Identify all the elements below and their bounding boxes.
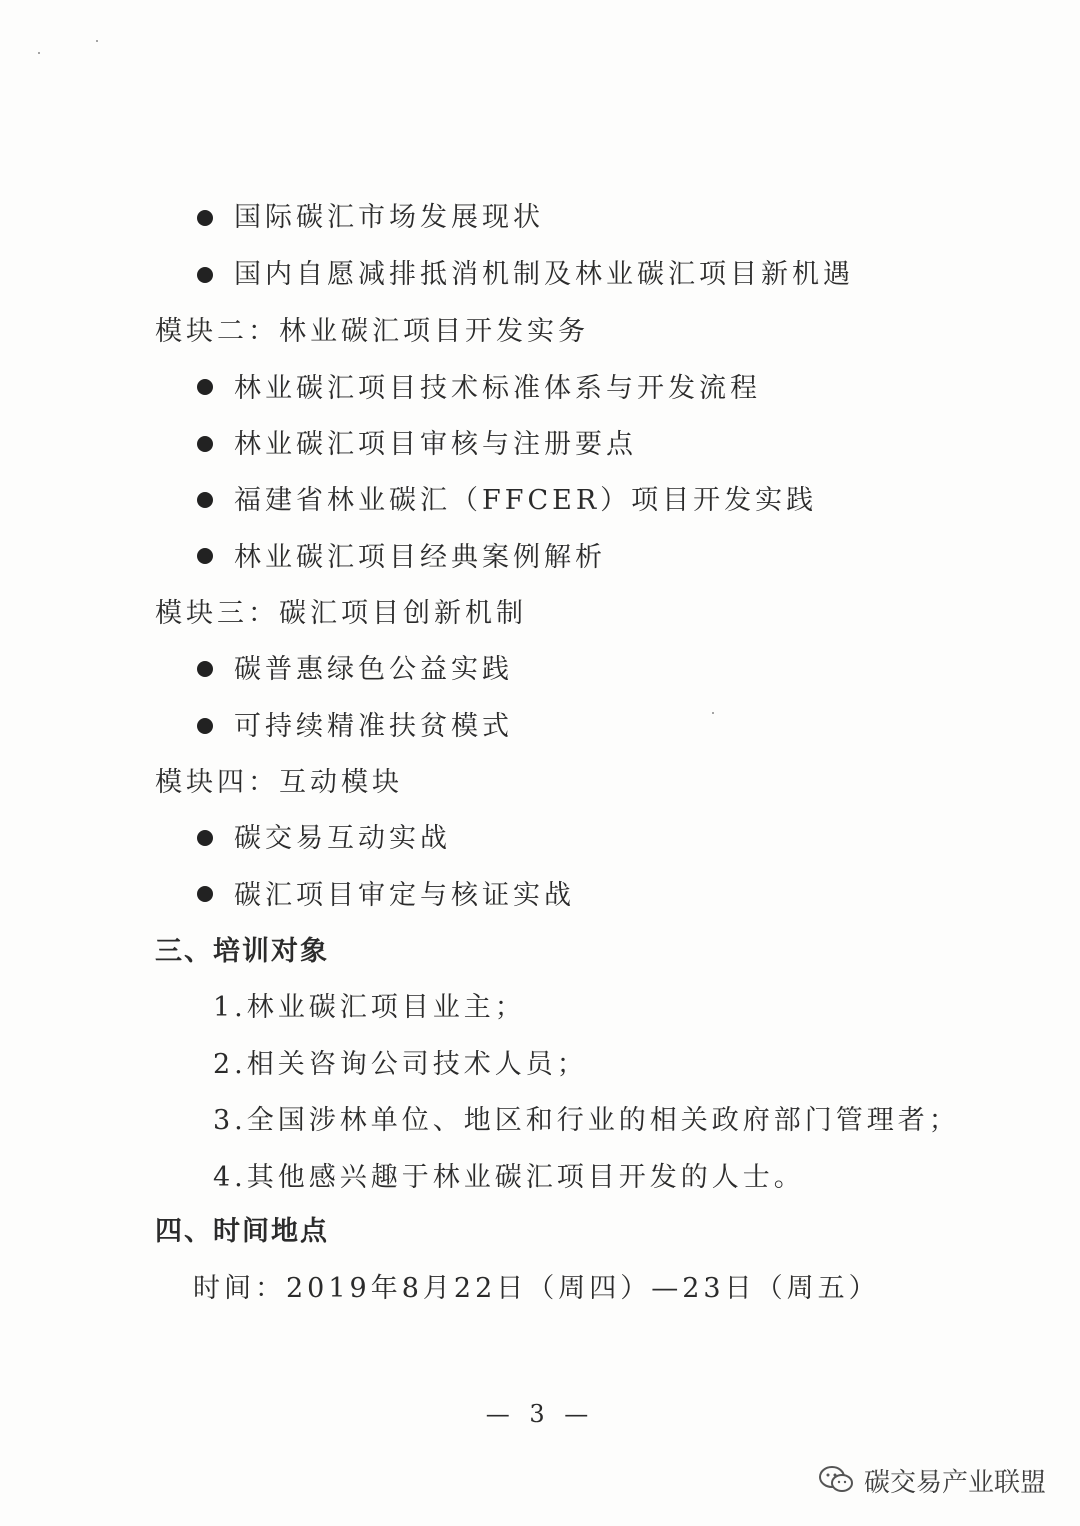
- numbered-item: 4.其他感兴趣于林业碳汇项目开发的人士。: [213, 1162, 805, 1193]
- bullet-dot: [197, 436, 213, 452]
- list-item: 碳普惠绿色公益实践: [234, 654, 513, 685]
- bullet-dot: [197, 210, 213, 226]
- module-title: 模块三：碳汇项目创新机制: [155, 598, 527, 629]
- bullet-dot: [197, 548, 213, 564]
- module-title: 模块二：林业碳汇项目开发实务: [155, 316, 589, 347]
- list-item: 国内自愿减排抵消机制及林业碳汇项目新机遇: [234, 259, 854, 290]
- list-item: 碳交易互动实战: [234, 823, 451, 854]
- bullet-dot: [197, 886, 213, 902]
- list-item: 国际碳汇市场发展现状: [234, 202, 544, 233]
- bullet-dot: [197, 379, 213, 395]
- bullet-dot: [197, 267, 213, 283]
- scan-speck: [712, 712, 714, 714]
- bullet-dot: [197, 661, 213, 677]
- wechat-icon: [818, 1465, 854, 1495]
- list-item: 碳汇项目审定与核证实战: [234, 880, 575, 911]
- list-item: 可持续精准扶贫模式: [234, 711, 513, 742]
- page-number: — 3 —: [485, 1400, 595, 1428]
- section-heading: 四、时间地点: [155, 1216, 329, 1247]
- numbered-item: 3.全国涉林单位、地区和行业的相关政府部门管理者；: [213, 1105, 960, 1136]
- list-item: 林业碳汇项目经典案例解析: [234, 542, 606, 573]
- numbered-item: 1.林业碳汇项目业主；: [213, 992, 526, 1023]
- bullet-dot: [197, 492, 213, 508]
- list-item: 林业碳汇项目审核与注册要点: [234, 429, 637, 460]
- time-line: 时间：2019年8月22日（周四）—23日（周五）: [193, 1273, 880, 1304]
- bullet-dot: [197, 830, 213, 846]
- numbered-item: 2.相关咨询公司技术人员；: [213, 1049, 588, 1080]
- list-item: 林业碳汇项目技术标准体系与开发流程: [234, 373, 761, 404]
- module-title: 模块四：互动模块: [155, 767, 403, 798]
- scan-speck: [96, 40, 98, 42]
- watermark-text: 碳交易产业联盟: [863, 1467, 1046, 1498]
- section-heading: 三、培训对象: [155, 936, 329, 967]
- watermark: [818, 1460, 1046, 1500]
- scan-speck: [38, 52, 40, 54]
- list-item: 福建省林业碳汇（FFCER）项目开发实践: [234, 485, 818, 516]
- bullet-dot: [197, 718, 213, 734]
